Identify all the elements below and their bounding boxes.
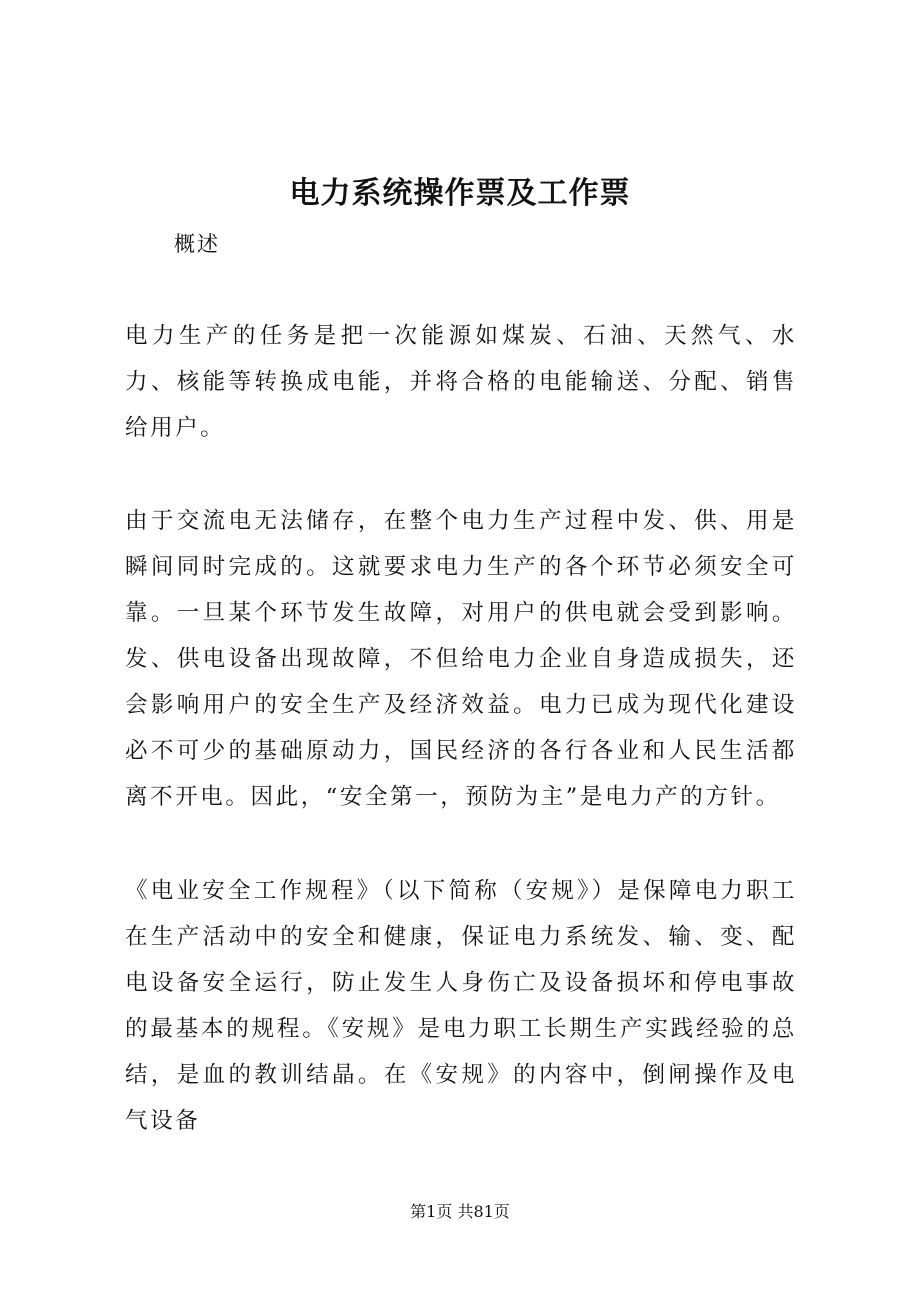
- page-footer: 第1页 共81页: [410, 1202, 510, 1221]
- section-heading: 概述: [174, 232, 220, 256]
- document-title: 电力系统操作票及工作票: [289, 176, 631, 211]
- paragraph-2: 由于交流电无法储存，在整个电力生产过程中发、供、用是瞬间同时完成的。这就要求电力生产的各个环节必须安全可靠。一旦某个环节发生故障，对用户的供电就会受到影响。发、供电设备出现故障，不但给电力企业自身造成损失，还会影响用户的安全生产及经济效益。电力已成为现代化建设必不可少的基础原动力，国民经济的各行各业和人民生活都离不开电。因此，“安全第一，预防为主”是电力产的方针。: [125, 508, 797, 810]
- paragraph-1: 电力生产的任务是把一次能源如煤炭、石油、天然气、水力、核能等转换成电能，并将合格的电能输送、分配、销售给用户。: [125, 323, 797, 441]
- paragraph-3: 《电业安全工作规程》（以下简称（安规》）是保障电力职工在生产活动中的安全和健康，保证电力系统发、输、变、配电设备安全运行，防止发生人身伤亡及设备损坏和停电事故的最基本的规程。《安规》是电力职工长期生产实践经验的总结，是血的教训结晶。在《安规》的内容中，倒闸操作及电气设备: [125, 878, 797, 1134]
